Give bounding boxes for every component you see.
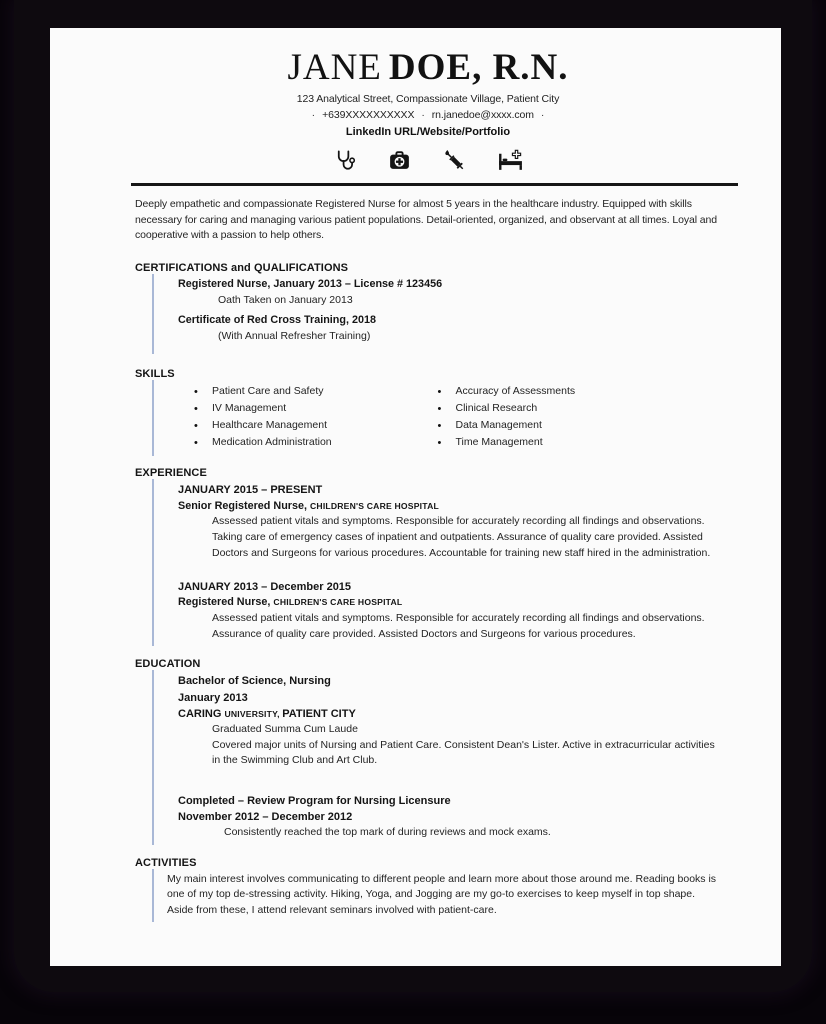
job-dates: JANUARY 2015 – PRESENT bbox=[178, 484, 323, 497]
section-education bbox=[135, 658, 721, 844]
certification-entry bbox=[154, 313, 721, 345]
education-degree: Bachelor of Science, Nursing bbox=[178, 675, 331, 688]
job-role-line bbox=[154, 595, 721, 611]
certification-heading: Registered Nurse, January 2013 – License # 123456 bbox=[178, 277, 443, 290]
job-role-line bbox=[154, 499, 721, 515]
skill-item: • Healthcare Management bbox=[154, 418, 438, 434]
skills-column-1 bbox=[154, 383, 438, 453]
skills-title: SKILLS bbox=[135, 367, 175, 380]
education-date: January 2013 bbox=[178, 691, 248, 704]
syringe-icon bbox=[442, 148, 467, 173]
phone-number: +639XXXXXXXXXX bbox=[322, 108, 415, 121]
education-honors: Graduated Summa Cum Laude bbox=[212, 723, 358, 736]
program-detail: Consistently reached the top mark of during reviews and mock exams. bbox=[224, 826, 551, 839]
section-activities bbox=[135, 857, 721, 923]
job-company: CHILDREN'S CARE HOSPITAL bbox=[273, 597, 403, 608]
skills-column-2 bbox=[438, 383, 722, 453]
candidate-first-name: JANE bbox=[287, 47, 382, 88]
education-details: Covered major units of Nursing and Patient Care. Consistent Dean's Lister. Active in extracurricular activities in the Swimming Club and Art Club. bbox=[212, 738, 715, 767]
certification-detail: Oath Taken on January 2013 bbox=[218, 293, 353, 306]
activities-paragraph: My main interest involves communicating to different people and learn more about those around me. Reading books is one of my top de-stressing activity. Hiking, Yoga, and Jogging are my go-to exercises to keep myself in top shape. Aside from these, I attend relevant seminars involved with patient-care. bbox=[167, 872, 717, 916]
certification-heading: Certificate of Red Cross Training, 2018 bbox=[178, 314, 377, 327]
header-divider bbox=[131, 183, 738, 186]
certifications-body bbox=[152, 274, 721, 354]
section-experience bbox=[135, 467, 721, 646]
stethoscope-icon bbox=[332, 148, 357, 173]
activities-body bbox=[152, 869, 721, 923]
skill-item: • Patient Care and Safety bbox=[154, 384, 438, 400]
skills-body bbox=[152, 380, 721, 457]
resume-page bbox=[50, 28, 781, 966]
separator-dot: · bbox=[421, 108, 425, 121]
first-aid-kit-icon bbox=[387, 148, 412, 173]
job-role: Registered Nurse bbox=[178, 596, 268, 609]
activities-title: ACTIVITIES bbox=[135, 856, 197, 869]
experience-title: EXPERIENCE bbox=[135, 467, 207, 480]
education-school bbox=[154, 706, 721, 722]
certification-entry bbox=[154, 277, 721, 309]
review-program-entry bbox=[154, 793, 721, 841]
links-label: LinkedIn URL/Website/Portfolio bbox=[345, 126, 511, 139]
section-certifications bbox=[135, 262, 721, 354]
school-name-main: CARING bbox=[178, 707, 225, 720]
job-entry bbox=[154, 482, 721, 561]
school-name-smallcaps: UNIVERSITY, bbox=[224, 708, 283, 719]
section-skills bbox=[135, 368, 721, 457]
contact-line bbox=[135, 108, 721, 122]
job-entry bbox=[154, 579, 721, 642]
summary-paragraph: Deeply empathetic and compassionate Registered Nurse for almost 5 years in the healthcare industry. Equipped with skills necessary for caring and managing various patient populations. Detail-oriented, organized, and observant at all times. Loyal and cooperative with a passion to help others. bbox=[135, 198, 717, 242]
candidate-last-name: DOE, R.N. bbox=[388, 47, 569, 88]
separator-dot: · bbox=[311, 108, 316, 121]
job-company: CHILDREN'S CARE HOSPITAL bbox=[310, 500, 439, 511]
job-description: Assessed patient vitals and symptoms. Responsible for accurately recording all findings and observations. Assurance of quality care provided. Assisted Doctors and Surgeons for various procedures. bbox=[212, 612, 705, 640]
certification-detail: (With Annual Refresher Training) bbox=[218, 330, 371, 343]
education-title: EDUCATION bbox=[135, 658, 201, 671]
education-body bbox=[152, 670, 721, 844]
job-separator: , bbox=[304, 499, 311, 512]
email-address: rn.janedoe@xxxx.com bbox=[431, 108, 534, 121]
skill-item: • Medication Administration bbox=[154, 435, 438, 451]
job-dates: JANUARY 2013 – December 2015 bbox=[178, 581, 352, 594]
hospital-bed-icon bbox=[497, 148, 524, 173]
skill-item: • Data Management bbox=[438, 418, 722, 434]
certifications-title: CERTIFICATIONS and QUALIFICATIONS bbox=[135, 261, 349, 274]
address-line: 123 Analytical Street, Compassionate Village, Patient City bbox=[296, 92, 560, 105]
program-dates: November 2012 – December 2012 bbox=[178, 811, 353, 824]
skill-item: • Time Management bbox=[438, 435, 722, 451]
skill-item: • Clinical Research bbox=[438, 401, 722, 417]
job-role: Senior Registered Nurse bbox=[178, 499, 305, 512]
job-description: Assessed patient vitals and symptoms. Responsible for accurately recording all findings and observations. Taking care of emergency cases of inpatient and outpatients. Assurance of quality care provided. Assisted Doctors and Surgeons for various procedures. Accountable for training new staff hired in the administration. bbox=[212, 515, 711, 559]
job-separator: , bbox=[267, 596, 274, 609]
skills-grid bbox=[154, 383, 721, 453]
program-heading: Completed – Review Program for Nursing Licensure bbox=[178, 794, 451, 807]
school-city: PATIENT CITY bbox=[282, 707, 356, 720]
medical-icon-row bbox=[135, 147, 721, 173]
skill-item: • IV Management bbox=[154, 401, 438, 417]
experience-body bbox=[152, 479, 721, 646]
separator-dot: · bbox=[540, 108, 545, 121]
skill-item: • Accuracy of Assessments bbox=[438, 384, 722, 400]
resume-header bbox=[135, 48, 721, 173]
candidate-name bbox=[135, 48, 721, 89]
